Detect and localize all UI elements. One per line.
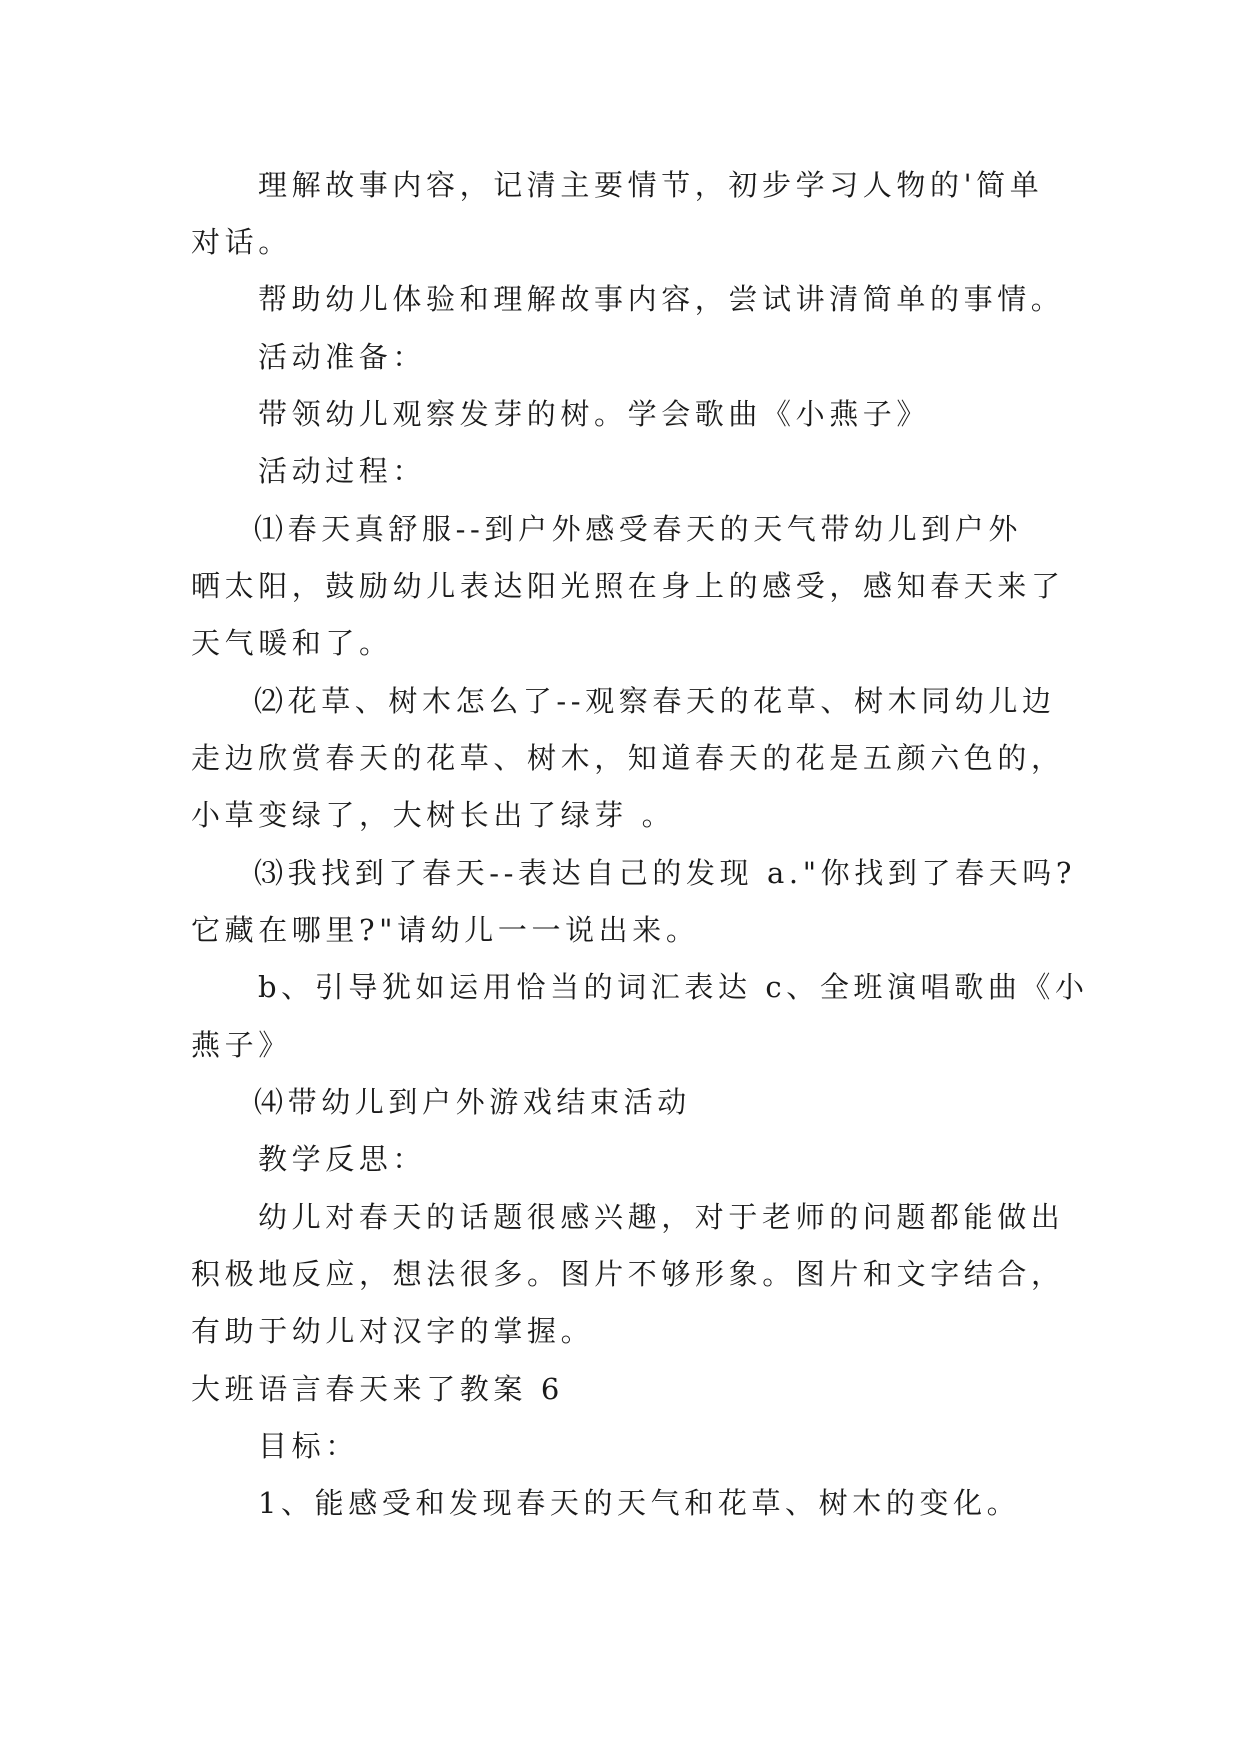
paragraph-line: 幼儿对春天的话题很感兴趣，对于老师的问题都能做出 xyxy=(258,1200,1065,1234)
document-title: 大班语言春天来了教案 6 xyxy=(191,1372,564,1406)
paragraph-line: ⑷带幼儿到户外游戏结束活动 xyxy=(254,1085,691,1119)
paragraph-line: 积极地反应，想法很多。图片不够形象。图片和文字结合， xyxy=(191,1257,1065,1291)
paragraph-line: 晒太阳，鼓励幼儿表达阳光照在身上的感受，感知春天来了 xyxy=(191,569,1065,603)
paragraph-line: ⑴春天真舒服--到户外感受春天的天气带幼儿到户外 xyxy=(254,512,1022,546)
paragraph-line: 带领幼儿观察发芽的树。学会歌曲《小燕子》 xyxy=(258,397,931,431)
paragraph-line: 走边欣赏春天的花草、树木，知道春天的花是五颜六色的， xyxy=(191,741,1065,775)
section-heading: 教学反思： xyxy=(258,1142,427,1176)
paragraph-line: 帮助幼儿体验和理解故事内容，尝试讲清简单的事情。 xyxy=(258,282,1065,316)
paragraph-line: ⑵花草、树木怎么了--观察春天的花草、树木同幼儿边 xyxy=(254,684,1056,718)
paragraph-line: 理解故事内容，记清主要情节，初步学习人物的'简单 xyxy=(258,168,1044,202)
paragraph-line: 对话。 xyxy=(191,225,292,259)
section-heading: 活动准备： xyxy=(258,340,427,374)
paragraph-line: 1、能感受和发现春天的天气和花草、树木的变化。 xyxy=(258,1486,1021,1520)
paragraph-line: 小草变绿了，大树长出了绿芽 。 xyxy=(191,798,676,832)
paragraph-line: 燕子》 xyxy=(191,1028,292,1062)
paragraph-line: ⑶我找到了春天--表达自己的发现 a."你找到了春天吗? xyxy=(254,856,1077,890)
paragraph-line: 有助于幼儿对汉字的掌握。 xyxy=(191,1314,595,1348)
section-heading: 活动过程： xyxy=(258,454,427,488)
paragraph-line: b、引导犹如运用恰当的词汇表达 c、全班演唱歌曲《小 xyxy=(258,970,1089,1004)
paragraph-line: 它藏在哪里?"请幼儿一一说出来。 xyxy=(191,913,700,947)
section-heading: 目标： xyxy=(258,1429,359,1463)
paragraph-line: 天气暖和了。 xyxy=(191,626,393,660)
